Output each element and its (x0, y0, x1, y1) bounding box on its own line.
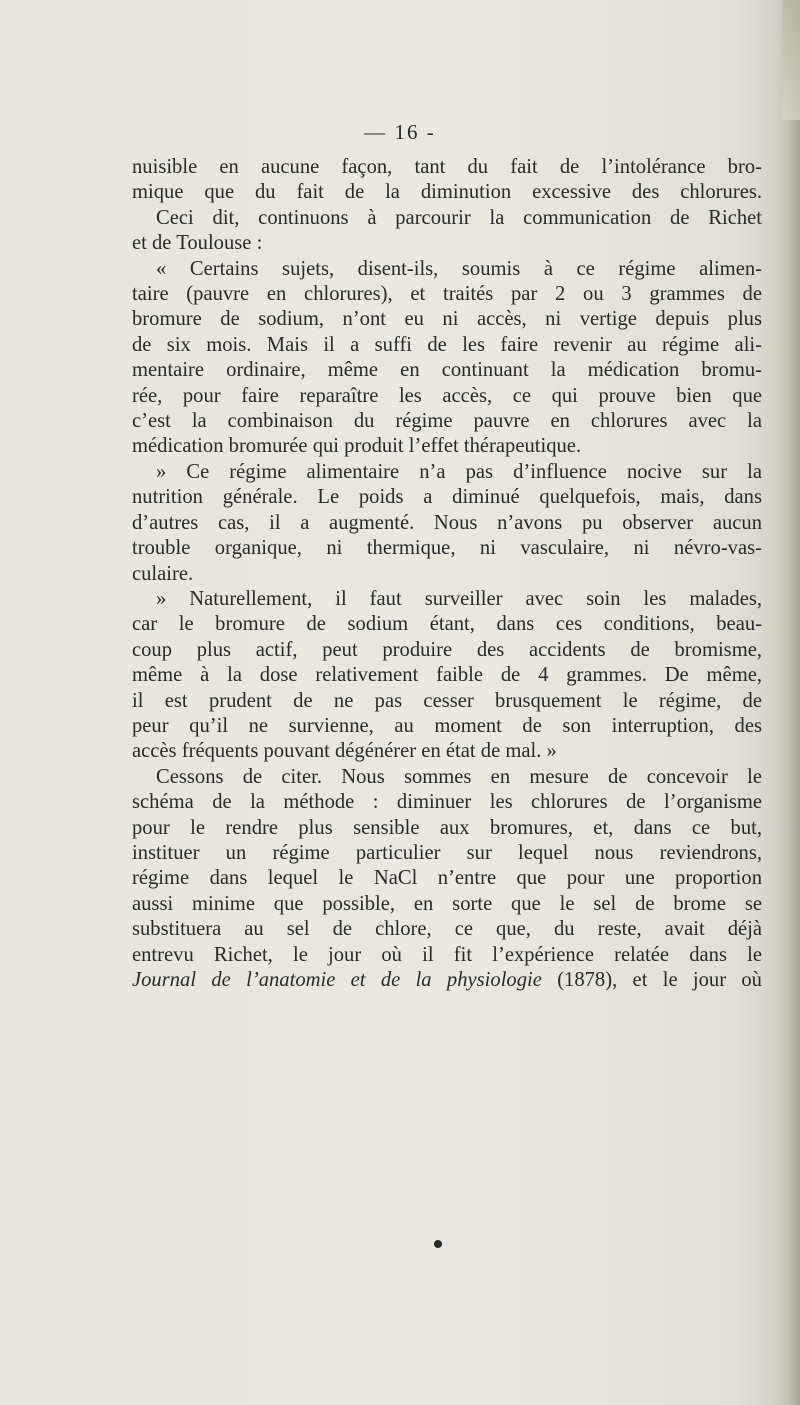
page-edge-shadow (772, 0, 800, 1405)
body-text (132, 155, 762, 993)
ink-dot (434, 1240, 442, 1248)
text-line: Cessons de citer. Nous sommes en mesure de concevoir le (156, 765, 762, 788)
text-line: de six mois. Mais il a suffi de les faire revenir au régime ali- (132, 333, 762, 356)
text-line: aussi minime que possible, en sorte que le sel de brome se (132, 892, 762, 915)
text-line: c’est la combinaison du régime pauvre en chlorures avec la (132, 410, 762, 433)
text-line: il est prudent de ne pas cesser brusquement le régime, de (132, 689, 762, 712)
text-line: pour le rendre plus sensible aux bromures, et, dans ce but, (132, 816, 762, 839)
page-edge-tab (782, 0, 800, 120)
text-line: Ceci dit, continuons à parcourir la communication de Richet (156, 206, 762, 229)
text-line: trouble organique, ni thermique, ni vasculaire, ni névro-vas- (132, 537, 762, 560)
text-line: et de Toulouse : (132, 232, 263, 255)
text-line: taire (pauvre en chlorures), et traités par 2 ou 3 grammes de (132, 283, 762, 306)
journal-title: Journal de l’anatomie et de la physiologie (132, 969, 542, 991)
text-line: accès fréquents pouvant dégénérer en état de mal. » (132, 740, 557, 763)
text-line: rée, pour faire reparaître les accès, ce qui prouve bien que (132, 384, 762, 407)
text-line: » Naturellement, il faut surveiller avec soin les malades, (156, 587, 762, 610)
text-line: instituer un régime particulier sur lequel nous reviendrons, (132, 841, 762, 864)
text-line: entrevu Richet, le jour où il fit l’expérience relatée dans le (132, 943, 762, 966)
text-line: substituera au sel de chlore, ce que, du reste, avait déjà (132, 918, 762, 941)
text-line: « Certains sujets, disent-ils, soumis à ce régime alimen- (156, 257, 762, 280)
text-line: » Ce régime alimentaire n’a pas d’influence nocive sur la (156, 460, 762, 483)
text-line: schéma de la méthode : diminuer les chlorures de l’organisme (132, 791, 762, 814)
page-number: — 16 - (364, 120, 436, 144)
text-line: régime dans lequel le NaCl n’entre que pour une proportion (132, 867, 762, 890)
text-line: coup plus actif, peut produire des accidents de bromisme, (132, 638, 762, 661)
text-line: même à la dose relativement faible de 4 grammes. De même, (132, 664, 762, 687)
text-line-tail: (1878), et le jour où (541, 969, 762, 991)
text-line: mentaire ordinaire, même en continuant la médication bromu- (132, 359, 762, 382)
text-line: culaire. (132, 562, 194, 585)
text-line: nutrition générale. Le poids a diminué quelquefois, mais, dans (132, 486, 762, 509)
text-line: bromure de sodium, n’ont eu ni accès, ni vertige depuis plus (132, 308, 762, 331)
text-line-last (132, 968, 762, 993)
text-line: peur qu’il ne survienne, au moment de son interruption, des (132, 714, 762, 737)
text-line: car le bromure de sodium étant, dans ces conditions, beau- (132, 613, 762, 636)
text-line: médication bromurée qui produit l’effet thérapeutique. (132, 435, 582, 458)
text-line: mique que du fait de la diminution excessive des chlorures. (132, 181, 762, 204)
text-line: d’autres cas, il a augmenté. Nous n’avons pu observer aucun (132, 511, 762, 534)
text-line: nuisible en aucune façon, tant du fait de l’intolérance bro- (132, 156, 762, 178)
